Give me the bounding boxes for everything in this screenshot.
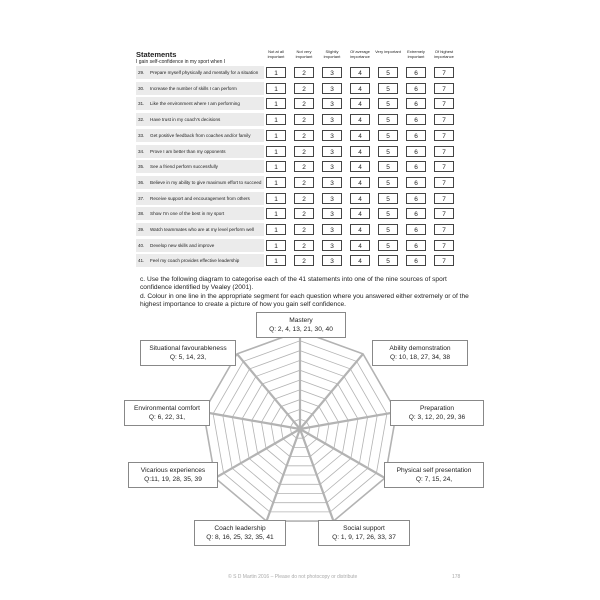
statement-text: Have trust in my coach's decisions — [150, 117, 221, 123]
rating-option-6[interactable]: 6 — [406, 255, 426, 266]
rating-option-4[interactable]: 4 — [350, 146, 370, 157]
scale-heading: Extremely important — [407, 49, 425, 59]
statement-text: Show I'm one of the best in my sport — [150, 211, 225, 217]
rating-option-1[interactable]: 1 — [266, 67, 286, 78]
rating-option-6[interactable]: 6 — [406, 98, 426, 109]
source-name: Social support — [343, 525, 385, 532]
rating-option-1[interactable]: 1 — [266, 83, 286, 94]
rating-option-6[interactable]: 6 — [406, 208, 426, 219]
web-spoke — [215, 429, 300, 478]
rating-option-3[interactable]: 3 — [322, 161, 342, 172]
copyright-notice: © S D Martin 2016 – Please do not photocopy or distribute — [228, 574, 358, 580]
statement-text: Develop new skills and improve — [150, 242, 215, 248]
web-spoke — [300, 354, 363, 429]
source-box-physical-self-presentation — [384, 462, 484, 488]
rating-option-2[interactable]: 2 — [294, 130, 314, 141]
rating-option-5[interactable]: 5 — [378, 130, 398, 141]
source-box-environmental-comfort — [124, 400, 210, 426]
rating-option-4[interactable]: 4 — [350, 208, 370, 219]
source-name: Preparation — [419, 405, 455, 412]
rating-option-6[interactable]: 6 — [406, 130, 426, 141]
source-box-social-support — [318, 520, 410, 546]
statement-number: 31. — [138, 101, 145, 107]
statement-number: 34. — [138, 148, 145, 154]
rating-option-7[interactable]: 7 — [434, 83, 454, 94]
rating-option-4[interactable]: 4 — [350, 240, 370, 251]
scale-heading: Very important — [375, 49, 401, 54]
scale-heading: Slightly important — [323, 49, 341, 59]
statement-text: Prepare myself physically and mentally for a situation — [150, 70, 259, 75]
rating-option-3[interactable]: 3 — [322, 67, 342, 78]
rating-option-7[interactable]: 7 — [434, 255, 454, 266]
statement-number: 29. — [138, 70, 145, 75]
instruction-c: c. Use the following diagram to categorise each of the 41 statements into one of the nine sources of sport confidence identified by Vealey (2001). — [140, 276, 447, 292]
rating-option-1[interactable]: 1 — [266, 161, 286, 172]
rating-option-2[interactable]: 2 — [294, 83, 314, 94]
rating-option-3[interactable]: 3 — [322, 114, 342, 125]
scale-heading: Not at all important — [267, 49, 285, 59]
statement-text: Feel my coach provides effective leadership — [150, 258, 240, 264]
statement-number: 39. — [138, 227, 145, 232]
rating-option-2[interactable]: 2 — [294, 146, 314, 157]
rating-option-1[interactable]: 1 — [266, 240, 286, 251]
source-box-coach-leadership — [194, 520, 286, 546]
rating-option-7[interactable]: 7 — [434, 224, 454, 235]
rating-option-1[interactable]: 1 — [266, 98, 286, 109]
statement-number: 32. — [138, 117, 145, 123]
statement-text: Like the environment where I am performing — [150, 101, 240, 107]
source-questions: Q:11, 19, 28, 35, 39 — [144, 476, 202, 483]
rating-option-5[interactable]: 5 — [378, 146, 398, 157]
rating-option-7[interactable]: 7 — [434, 67, 454, 78]
rating-option-2[interactable]: 2 — [294, 255, 314, 266]
statement-number: 40. — [138, 242, 145, 248]
rating-option-6[interactable]: 6 — [406, 161, 426, 172]
rating-option-1[interactable]: 1 — [266, 193, 286, 204]
rating-option-6[interactable]: 6 — [406, 224, 426, 235]
rating-option-5[interactable]: 5 — [378, 240, 398, 251]
rating-option-5[interactable]: 5 — [378, 193, 398, 204]
rating-option-2[interactable]: 2 — [294, 177, 314, 188]
rating-option-2[interactable]: 2 — [294, 98, 314, 109]
rating-option-6[interactable]: 6 — [406, 177, 426, 188]
source-questions: Q: 3, 12, 20, 29, 36 — [408, 414, 466, 421]
rating-option-6[interactable]: 6 — [406, 146, 426, 157]
statement-text: Believe in my ability to give maximum effort to succeed — [150, 179, 262, 185]
source-name: Mastery — [289, 317, 313, 324]
source-name: Physical self presentation — [396, 467, 472, 474]
source-name: Situational favourableness — [149, 345, 227, 352]
source-name: Coach leadership — [214, 525, 266, 532]
rating-option-2[interactable]: 2 — [294, 161, 314, 172]
statement-number: 35. — [138, 164, 145, 170]
rating-option-5[interactable]: 5 — [378, 255, 398, 266]
rating-option-4[interactable]: 4 — [350, 83, 370, 94]
rating-option-7[interactable]: 7 — [434, 193, 454, 204]
rating-option-5[interactable]: 5 — [378, 177, 398, 188]
rating-option-1[interactable]: 1 — [266, 146, 286, 157]
source-questions: Q: 1, 9, 17, 26, 33, 37 — [332, 534, 396, 541]
rating-option-5[interactable]: 5 — [378, 83, 398, 94]
rating-option-2[interactable]: 2 — [294, 193, 314, 204]
statement-number: 38. — [138, 211, 145, 217]
statement-number: 41. — [138, 258, 145, 264]
source-name: Environmental comfort — [134, 405, 200, 412]
rating-option-1[interactable]: 1 — [266, 177, 286, 188]
rating-option-1[interactable]: 1 — [266, 114, 286, 125]
rating-option-4[interactable]: 4 — [350, 177, 370, 188]
rating-option-3[interactable]: 3 — [322, 130, 342, 141]
rating-option-6[interactable]: 6 — [406, 114, 426, 125]
rating-option-5[interactable]: 5 — [378, 67, 398, 78]
web-spoke — [237, 354, 300, 429]
rating-option-4[interactable]: 4 — [350, 193, 370, 204]
rating-option-3[interactable]: 3 — [322, 208, 342, 219]
rating-option-3[interactable]: 3 — [322, 83, 342, 94]
rating-option-5[interactable]: 5 — [378, 114, 398, 125]
source-box-situational-favourableness — [140, 340, 236, 366]
rating-option-4[interactable]: 4 — [350, 114, 370, 125]
statements-title: Statements — [136, 50, 177, 59]
rating-option-2[interactable]: 2 — [294, 67, 314, 78]
web-spoke — [300, 429, 385, 478]
source-questions: Q: 7, 15, 24, — [415, 476, 453, 483]
statement-number: 36. — [138, 179, 145, 185]
rating-option-7[interactable]: 7 — [434, 240, 454, 251]
rating-option-1[interactable]: 1 — [266, 255, 286, 266]
source-box-ability-demonstration — [372, 340, 468, 366]
rating-option-5[interactable]: 5 — [378, 161, 398, 172]
rating-option-7[interactable]: 7 — [434, 161, 454, 172]
statement-number: 33. — [138, 132, 145, 138]
rating-option-3[interactable]: 3 — [322, 98, 342, 109]
source-questions: Q: 6, 22, 31, — [148, 414, 186, 421]
rating-option-3[interactable]: 3 — [322, 193, 342, 204]
rating-option-7[interactable]: 7 — [434, 130, 454, 141]
rating-option-2[interactable]: 2 — [294, 240, 314, 251]
statement-text: Increase the number of skills I can perform — [150, 85, 237, 91]
source-box-preparation — [390, 400, 484, 426]
rating-option-6[interactable]: 6 — [406, 240, 426, 251]
rating-option-7[interactable]: 7 — [434, 208, 454, 219]
statement-text: See a friend perform successfully — [150, 164, 218, 170]
rating-option-2[interactable]: 2 — [294, 224, 314, 235]
statement-text: Receive support and encouragement from others — [150, 195, 250, 201]
statements-subtitle: I gain self-confidence in my sport when I — [136, 59, 226, 65]
rating-option-2[interactable]: 2 — [294, 208, 314, 219]
rating-option-7[interactable]: 7 — [434, 98, 454, 109]
rating-option-3[interactable]: 3 — [322, 255, 342, 266]
page-number: 178 — [452, 574, 461, 580]
rating-option-5[interactable]: 5 — [378, 208, 398, 219]
statement-text: Watch teammates who are at my level perform well — [150, 227, 254, 232]
rating-option-1[interactable]: 1 — [266, 130, 286, 141]
source-questions: Q: 2, 4, 13, 21, 30, 40 — [269, 326, 333, 333]
rating-option-2[interactable]: 2 — [294, 114, 314, 125]
source-box-vicarious-experiences — [128, 462, 218, 488]
source-name: Vicarious experiences — [140, 467, 206, 474]
rating-option-6[interactable]: 6 — [406, 193, 426, 204]
statement-text: Get positive feedback from coaches and/or family — [150, 132, 251, 138]
rating-option-4[interactable]: 4 — [350, 98, 370, 109]
source-questions: Q: 5, 14, 23, — [169, 354, 207, 361]
source-name: Ability demonstration — [389, 345, 451, 352]
rating-option-6[interactable]: 6 — [406, 83, 426, 94]
rating-option-4[interactable]: 4 — [350, 255, 370, 266]
rating-option-3[interactable]: 3 — [322, 177, 342, 188]
statement-text: Prove I am better than my opponents — [150, 148, 226, 154]
source-questions: Q: 8, 16, 25, 32, 35, 41 — [206, 534, 274, 541]
source-box-mastery — [256, 312, 346, 338]
rating-option-4[interactable]: 4 — [350, 224, 370, 235]
rating-option-7[interactable]: 7 — [434, 146, 454, 157]
scale-heading: Of highest importance — [434, 49, 454, 59]
web-spoke — [204, 412, 301, 429]
rating-option-3[interactable]: 3 — [322, 146, 342, 157]
rating-option-7[interactable]: 7 — [434, 114, 454, 125]
rating-option-7[interactable]: 7 — [434, 177, 454, 188]
rating-option-4[interactable]: 4 — [350, 161, 370, 172]
rating-option-4[interactable]: 4 — [350, 130, 370, 141]
statement-number: 37. — [138, 195, 145, 201]
rating-option-1[interactable]: 1 — [266, 224, 286, 235]
rating-option-5[interactable]: 5 — [378, 98, 398, 109]
rating-option-4[interactable]: 4 — [350, 67, 370, 78]
scale-heading: Of average importance — [350, 49, 370, 59]
statement-number: 30. — [138, 85, 145, 91]
rating-option-3[interactable]: 3 — [322, 224, 342, 235]
scale-heading: Not very important — [295, 49, 313, 59]
source-questions: Q: 10, 18, 27, 34, 38 — [389, 354, 451, 361]
rating-option-5[interactable]: 5 — [378, 224, 398, 235]
web-spoke — [300, 412, 397, 429]
rating-option-1[interactable]: 1 — [266, 208, 286, 219]
rating-option-3[interactable]: 3 — [322, 240, 342, 251]
instruction-d: d. Colour in one line in the appropriate segment for each question where you answered either extremely or of the highest importance to create a picture of how you gain self confidence. — [140, 292, 469, 309]
rating-option-6[interactable]: 6 — [406, 67, 426, 78]
